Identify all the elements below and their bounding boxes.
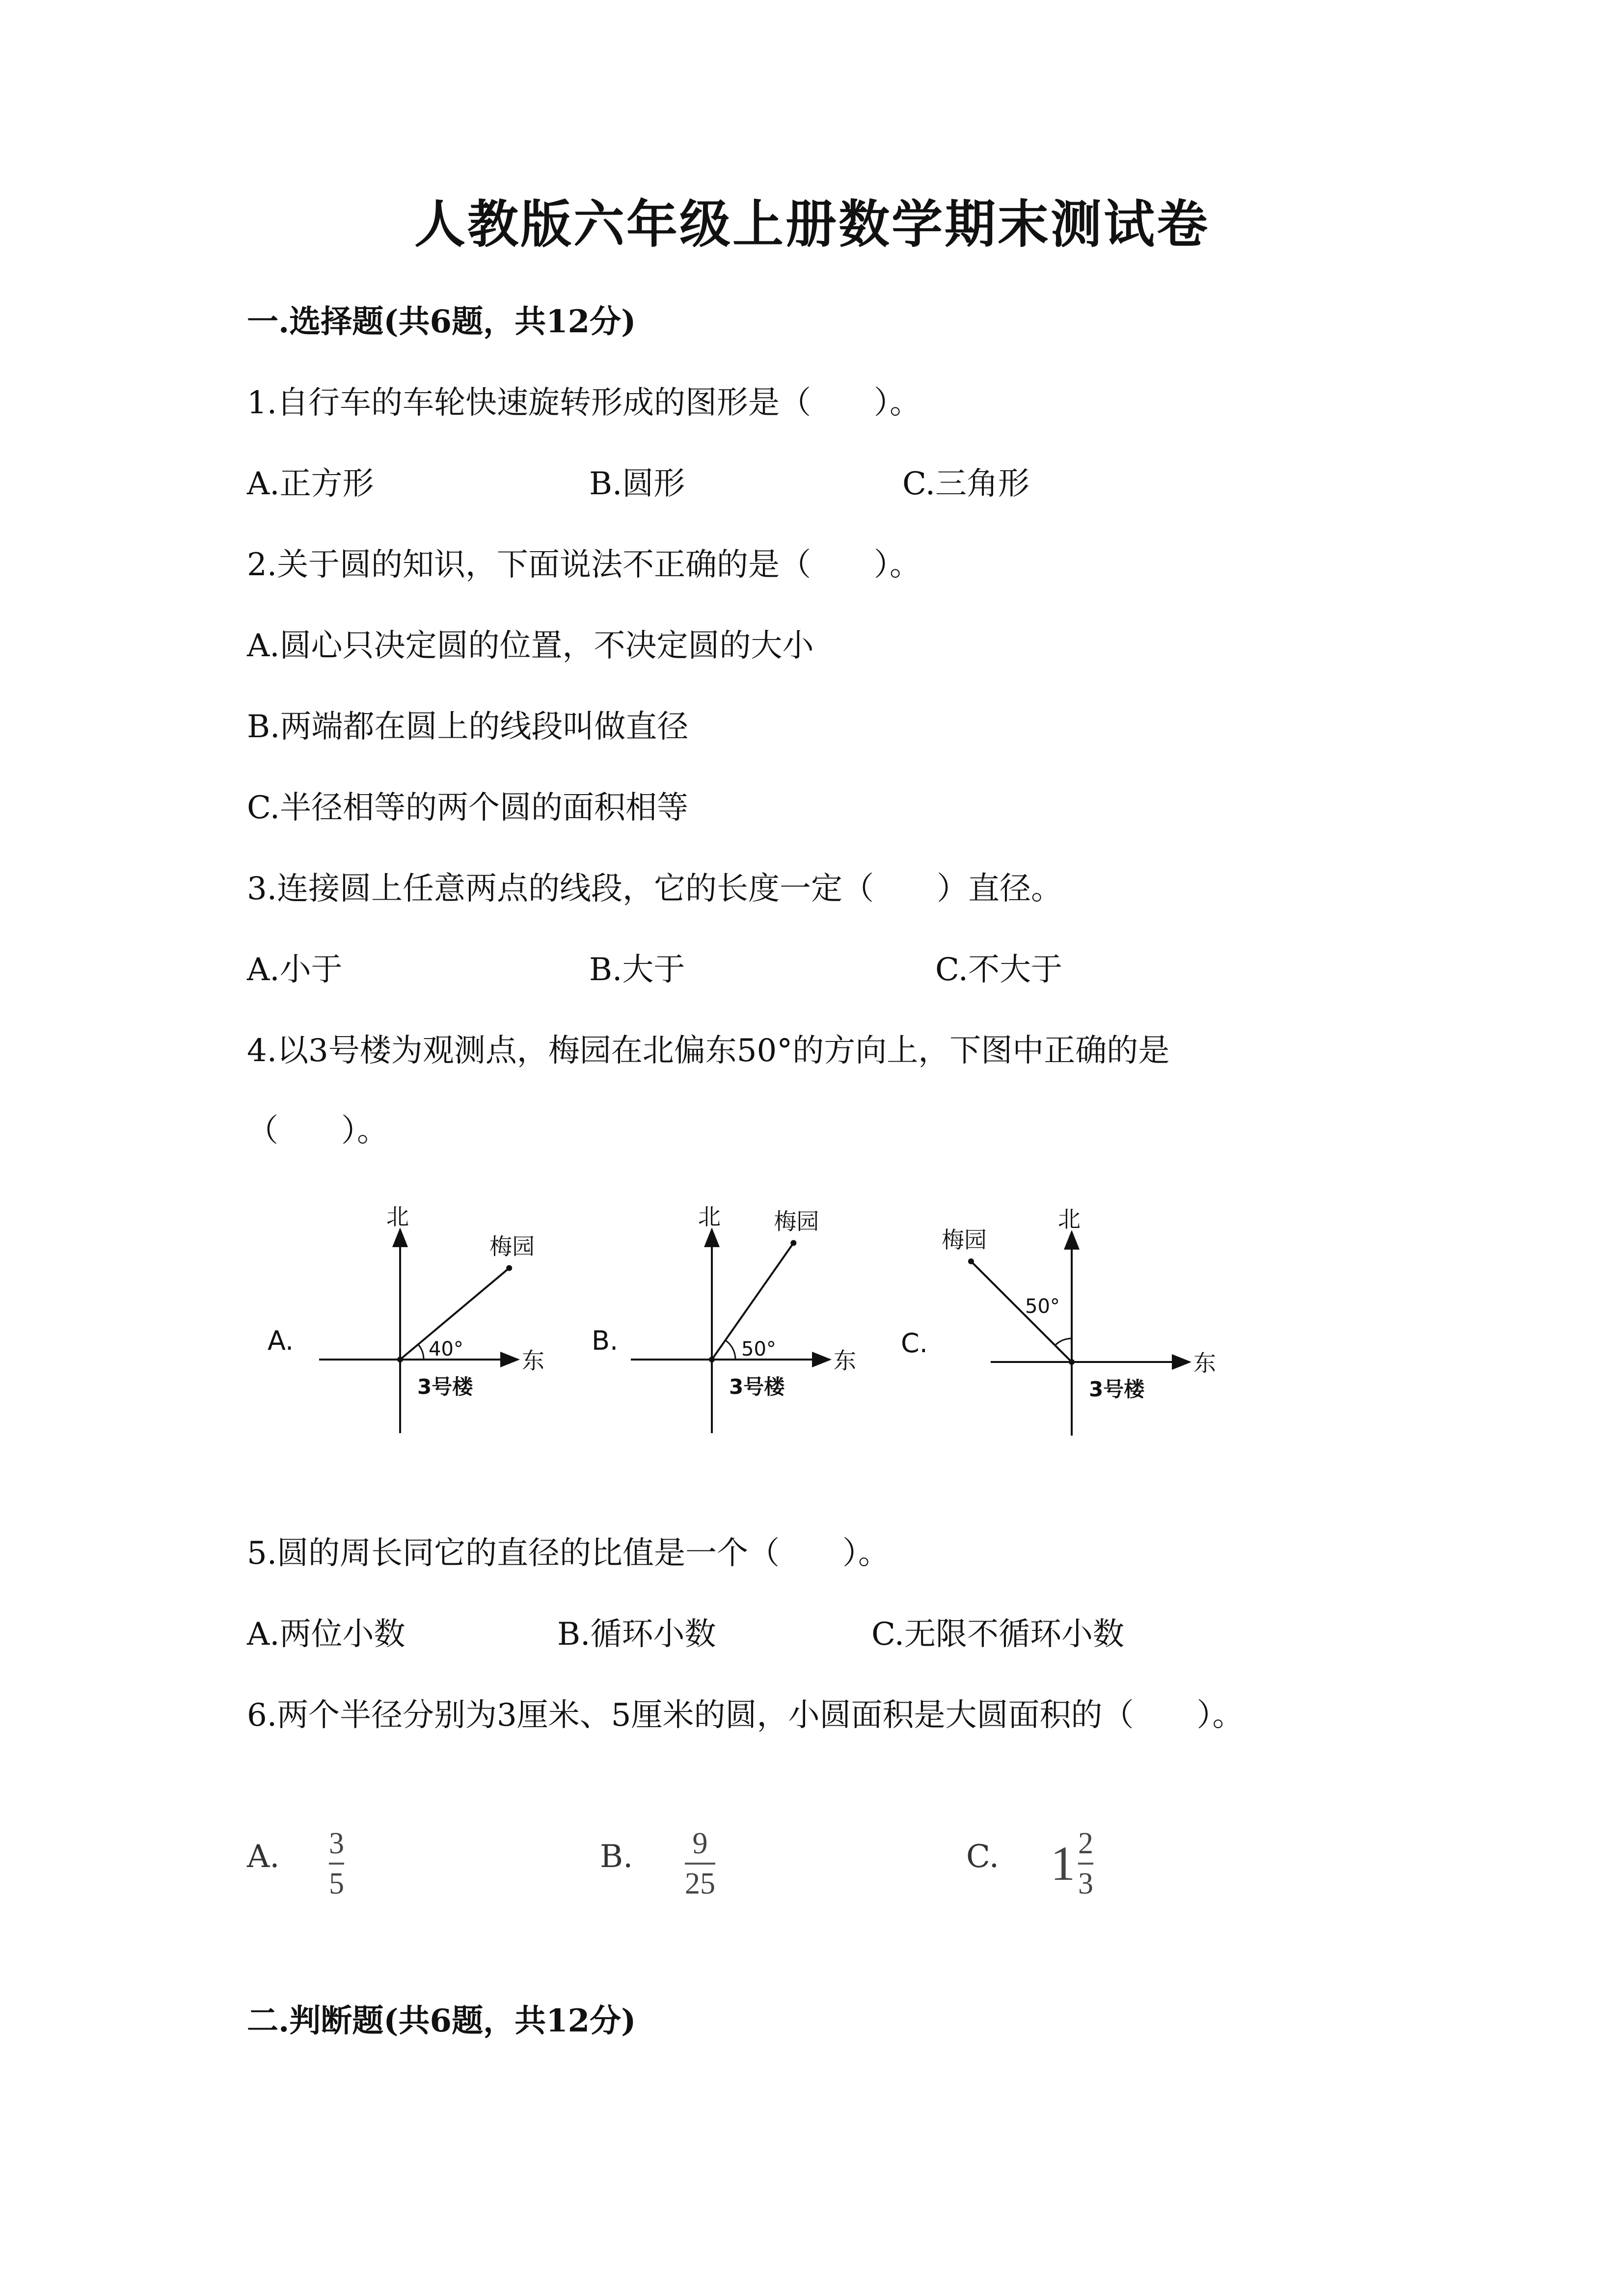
target-point xyxy=(790,1240,796,1246)
numerator: 9 xyxy=(692,1827,708,1860)
origin-label: 3号楼 xyxy=(417,1375,473,1399)
question-5-option-b: B.循环小数 xyxy=(557,1616,716,1653)
question-6-option-a-fraction xyxy=(329,1828,344,1899)
question-6-stem: 6.两个半径分别为3厘米、5厘米的圆，小圆面积是大圆面积的（ ）。 xyxy=(247,1697,1244,1734)
section-heading-judgement: 二.判断题(共6题，共12分) xyxy=(247,2002,636,2039)
origin-point xyxy=(1069,1359,1075,1365)
figure-option-c xyxy=(901,1206,1216,1436)
question-2-option-c: C.半径相等的两个圆的面积相等 xyxy=(247,790,689,826)
numerator: 3 xyxy=(329,1827,344,1860)
question-3-stem: 3.连接圆上任意两点的线段，它的长度一定（ ）直径。 xyxy=(247,871,1063,907)
target-point xyxy=(968,1258,974,1264)
question-6-option-c-mixed-number xyxy=(1051,1828,1093,1899)
angle-arc xyxy=(418,1344,424,1360)
question-3-option-c: C.不大于 xyxy=(935,952,1063,988)
origin-label: 3号楼 xyxy=(729,1375,785,1399)
north-label: 北 xyxy=(386,1203,409,1230)
question-4-stem-continued: （ ）。 xyxy=(247,1113,388,1149)
whole-part: 1 xyxy=(1051,1836,1075,1891)
east-label: 东 xyxy=(834,1347,856,1374)
question-1-option-c: C.三角形 xyxy=(902,466,1030,502)
question-4-stem: 4.以3号楼为观测点，梅园在北偏东50°的方向上，下图中正确的是 xyxy=(247,1033,1170,1069)
east-label: 东 xyxy=(522,1347,544,1374)
question-6-option-a-label: A. xyxy=(247,1839,280,1875)
question-5-option-a: A.两位小数 xyxy=(247,1616,406,1653)
page-title: 人教版六年级上册数学期末测试卷 xyxy=(414,194,1210,254)
north-label: 北 xyxy=(698,1203,721,1230)
target-label: 梅园 xyxy=(941,1226,987,1253)
target-label: 梅园 xyxy=(489,1233,535,1260)
fraction-part xyxy=(1078,1828,1093,1899)
figure-option-a xyxy=(268,1203,544,1433)
question-2-stem: 2.关于圆的知识，下面说法不正确的是（ ）。 xyxy=(247,547,921,583)
fraction-bar xyxy=(329,1863,344,1865)
angle-label: 40° xyxy=(429,1338,463,1361)
question-1-stem: 1.自行车的车轮快速旋转形成的图形是（ ）。 xyxy=(247,385,921,421)
fraction-bar xyxy=(685,1863,715,1865)
question-5-stem: 5.圆的周长同它的直径的比值是一个（ ）。 xyxy=(247,1535,890,1572)
question-1-option-b: B.圆形 xyxy=(589,466,685,502)
east-label: 东 xyxy=(1193,1350,1216,1376)
question-2-option-b: B.两端都在圆上的线段叫做直径 xyxy=(247,709,689,745)
angle-arc xyxy=(726,1340,735,1360)
numerator: 2 xyxy=(1078,1827,1093,1860)
target-point xyxy=(506,1265,512,1271)
fraction-bar xyxy=(1078,1863,1093,1865)
question-6-option-b-label: B. xyxy=(600,1839,633,1875)
section-heading-choice: 一.选择题(共6题，共12分) xyxy=(247,303,636,340)
angle-arc xyxy=(1055,1338,1072,1345)
figure-option-label: B. xyxy=(592,1325,619,1356)
figure-option-label: A. xyxy=(268,1325,294,1356)
question-3-option-a: A.小于 xyxy=(247,952,343,988)
denominator: 5 xyxy=(329,1867,344,1900)
denominator: 3 xyxy=(1078,1867,1093,1900)
question-4-figures xyxy=(245,1202,1276,1448)
figure-option-b xyxy=(592,1203,856,1433)
question-6-option-c-label: C. xyxy=(966,1839,1000,1875)
angle-label: 50° xyxy=(741,1338,776,1361)
question-3-option-b: B.大于 xyxy=(589,952,685,988)
figure-option-label: C. xyxy=(901,1328,928,1359)
question-5-option-c: C.无限不循环小数 xyxy=(871,1616,1125,1653)
target-label: 梅园 xyxy=(774,1208,819,1235)
question-2-option-a: A.圆心只决定圆的位置，不决定圆的大小 xyxy=(247,628,814,664)
north-label: 北 xyxy=(1058,1206,1081,1232)
denominator: 25 xyxy=(685,1867,715,1900)
origin-label: 3号楼 xyxy=(1089,1377,1145,1401)
angle-label: 50° xyxy=(1025,1295,1060,1318)
origin-point xyxy=(397,1357,403,1362)
question-6-option-b-fraction xyxy=(685,1828,715,1899)
origin-point xyxy=(709,1357,715,1362)
question-1-option-a: A.正方形 xyxy=(247,466,374,502)
